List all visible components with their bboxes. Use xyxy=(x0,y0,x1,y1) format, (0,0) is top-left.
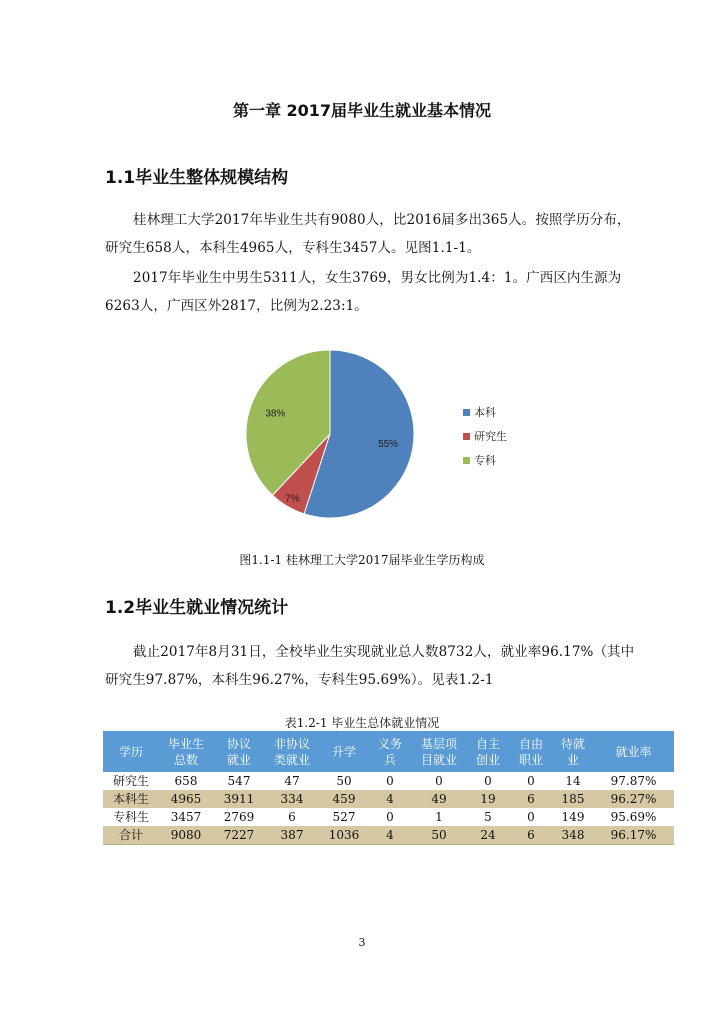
table-cell: 50 xyxy=(411,826,467,845)
pie-data-label: 55% xyxy=(378,439,399,451)
table-cell: 387 xyxy=(265,826,319,845)
table-cell: 7227 xyxy=(213,826,265,845)
header-text: 兵 xyxy=(383,752,396,767)
legend-label: 研究生 xyxy=(474,430,507,443)
legend-label: 专科 xyxy=(474,454,496,467)
table-cell: 96.17% xyxy=(593,826,674,845)
table-header-cell xyxy=(369,731,411,772)
legend-swatch xyxy=(463,457,470,464)
table-header-row xyxy=(103,731,674,772)
table-cell: 6 xyxy=(509,826,553,845)
header-text: 创业 xyxy=(475,752,500,767)
header-text: 类就业 xyxy=(273,752,310,767)
table-caption: 表1.2-1 毕业生总体就业情况 xyxy=(284,716,440,730)
header-text: 毕业生 xyxy=(167,736,204,751)
table-header-cell xyxy=(265,731,319,772)
table-header-cell xyxy=(103,731,159,772)
chapter-title: 第一章 2017届毕业生就业基本情况 xyxy=(232,101,492,120)
table-header-cell xyxy=(411,731,467,772)
header-text: 就业 xyxy=(226,752,251,767)
table-cell: 0 xyxy=(509,772,553,790)
education-pie-chart xyxy=(230,345,530,525)
header-text: 目就业 xyxy=(420,752,457,767)
row-label: 本科生 xyxy=(103,790,159,808)
pie-chart-svg xyxy=(230,345,530,525)
header-text: 基层项 xyxy=(420,736,457,751)
header-text: 自由 xyxy=(518,736,543,751)
table-header-cell xyxy=(159,731,213,772)
header-text: 义务 xyxy=(377,736,402,751)
section-title-1-2: 1.2毕业生就业情况统计 xyxy=(105,598,289,618)
table-cell: 49 xyxy=(411,790,467,808)
header-text: 非协议 xyxy=(273,736,310,751)
table-cell: 47 xyxy=(265,772,319,790)
table-header-cell xyxy=(213,731,265,772)
table-header-cell xyxy=(553,731,593,772)
table-cell: 1036 xyxy=(319,826,369,845)
table-cell: 0 xyxy=(369,808,411,826)
section-title-1-1: 1.1毕业生整体规模结构 xyxy=(105,168,289,188)
table-cell: 4965 xyxy=(159,790,213,808)
table-cell: 3911 xyxy=(213,790,265,808)
table-cell: 149 xyxy=(553,808,593,826)
table-cell: 24 xyxy=(467,826,509,845)
table-cell: 96.27% xyxy=(593,790,674,808)
paragraph-employment-rate: 截止2017年8月31日，全校毕业生实现就业总人数8732人，就业率96.17%（其中研究生97.87%，本科生96.27%，专科生95.69%）。见表1.2-1 xyxy=(105,644,635,688)
table-cell: 14 xyxy=(553,772,593,790)
table-cell: 3457 xyxy=(159,808,213,826)
table-cell: 4 xyxy=(369,790,411,808)
table-row xyxy=(103,808,674,826)
header-text: 自主 xyxy=(475,736,500,751)
table-cell: 2769 xyxy=(213,808,265,826)
row-label: 合计 xyxy=(103,826,159,845)
row-label: 专科生 xyxy=(103,808,159,826)
table-cell: 0 xyxy=(509,808,553,826)
table-header-cell xyxy=(509,731,553,772)
table-cell: 6 xyxy=(265,808,319,826)
legend-label: 本科 xyxy=(474,406,496,419)
header-text: 协议 xyxy=(226,736,251,751)
table-cell: 97.87% xyxy=(593,772,674,790)
header-text: 业 xyxy=(566,752,579,767)
header-text: 待就 xyxy=(560,736,585,751)
page-number: 3 xyxy=(358,936,366,949)
table-cell: 547 xyxy=(213,772,265,790)
table-cell: 185 xyxy=(553,790,593,808)
row-label: 研究生 xyxy=(103,772,159,790)
legend-swatch xyxy=(463,409,470,416)
table-cell: 4 xyxy=(369,826,411,845)
header-text: 职业 xyxy=(518,752,543,767)
table-cell: 459 xyxy=(319,790,369,808)
table-cell: 5 xyxy=(467,808,509,826)
header-text: 就业率 xyxy=(615,744,652,759)
table-row xyxy=(103,772,674,790)
table-cell: 1 xyxy=(411,808,467,826)
table-header-cell xyxy=(319,731,369,772)
paragraph-gender-origin: 2017年毕业生中男生5311人，女生3769，男女比例为1.4：1。广西区内生源为6263人，广西区外2817，比例为2.23:1。 xyxy=(105,270,622,314)
header-text: 总数 xyxy=(173,752,198,767)
table-cell: 19 xyxy=(467,790,509,808)
table-cell: 50 xyxy=(319,772,369,790)
table-row xyxy=(103,826,674,845)
pie-data-label: 38% xyxy=(265,408,286,420)
table-row xyxy=(103,790,674,808)
pie-data-label: 7% xyxy=(285,493,300,505)
table-cell: 9080 xyxy=(159,826,213,845)
table-cell: 348 xyxy=(553,826,593,845)
table-header-cell xyxy=(593,731,674,772)
table-header-cell xyxy=(467,731,509,772)
table-cell: 334 xyxy=(265,790,319,808)
employment-table xyxy=(103,731,674,845)
table-cell: 0 xyxy=(467,772,509,790)
table-cell: 6 xyxy=(509,790,553,808)
header-text: 学历 xyxy=(118,744,143,759)
legend-swatch xyxy=(463,433,470,440)
figure-caption: 图1.1-1 桂林理工大学2017届毕业生学历构成 xyxy=(239,553,485,567)
header-text: 升学 xyxy=(331,744,356,759)
paragraph-graduate-scale: 桂林理工大学2017年毕业生共有9080人，比2016届多出365人。按照学历分布，研究生658人，本科生4965人，专科生3457人。见图1.1-1。 xyxy=(105,212,631,256)
table-cell: 658 xyxy=(159,772,213,790)
table-cell: 0 xyxy=(411,772,467,790)
table-cell: 527 xyxy=(319,808,369,826)
table-cell: 95.69% xyxy=(593,808,674,826)
table-cell: 0 xyxy=(369,772,411,790)
